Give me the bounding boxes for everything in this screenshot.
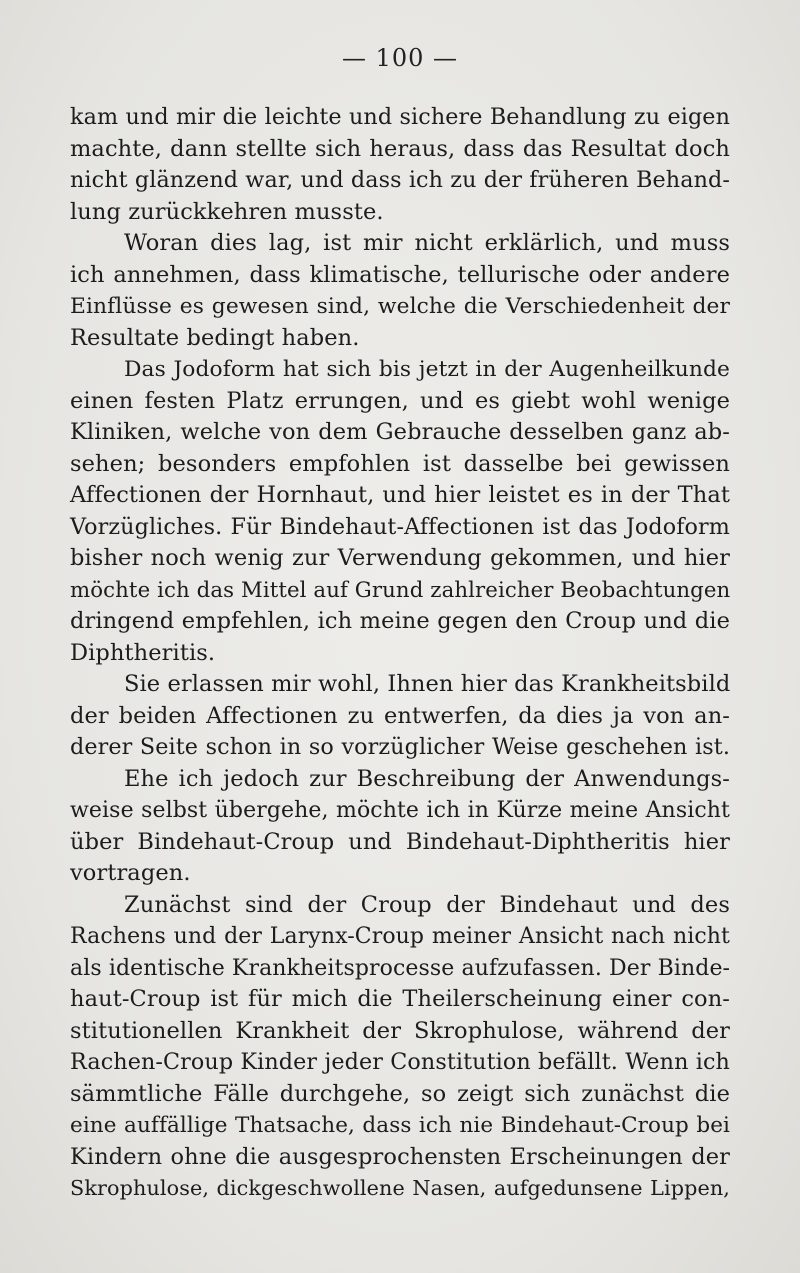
text-line: vortragen. bbox=[70, 860, 191, 886]
text-line: Skrophulose, dickgeschwollene Nasen, aufgedunsene Lippen, bbox=[70, 1176, 730, 1200]
text-line: stitutionellen Krankheit der Skrophulose, während der bbox=[70, 1017, 730, 1044]
text-line: Ehe ich jedoch zur Beschreibung der Anwendungs- bbox=[124, 765, 730, 792]
text-line: nicht glänzend war, und dass ich zu der früheren Behand- bbox=[70, 167, 730, 193]
text-line: Diphtheritis. bbox=[70, 639, 216, 666]
page-number: — 100 — bbox=[341, 44, 459, 72]
text-line: kam und mir die leichte und sichere Behandlung zu eigen bbox=[70, 104, 730, 130]
text-line: über Bindehaut-Croup und Bindehaut-Diphtheritis hier bbox=[70, 828, 730, 855]
text-line: Kindern ohne die ausgesprochensten Erscheinungen der bbox=[70, 1143, 730, 1170]
text-line: Woran dies lag, ist mir nicht erklärlich, und muss bbox=[124, 230, 730, 256]
text-line: als identische Krankheitsprocesse aufzufassen. Der Binde- bbox=[70, 955, 731, 981]
text-line: einen festen Platz errungen, und es giebt wohl wenige bbox=[70, 387, 730, 414]
body-text bbox=[70, 102, 730, 1205]
text-line: ich annehmen, dass klimatische, tellurische oder andere bbox=[70, 261, 730, 288]
text-line: Zunächst sind der Croup der Bindehaut und des bbox=[124, 891, 730, 918]
text-line: Kliniken, welche von dem Gebrauche desselben ganz ab- bbox=[70, 419, 730, 445]
text-line: Affectionen der Hornhaut, und hier leistet es in der That bbox=[70, 482, 730, 508]
text-line: möchte ich das Mittel auf Grund zahlreicher Beobachtungen bbox=[70, 577, 731, 603]
text-line: sämmtliche Fälle durchgehe, so zeigt sich zunächst die bbox=[70, 1080, 730, 1107]
text-line: lung zurückkehren musste. bbox=[70, 198, 384, 225]
text-line: Vorzügliches. Für Bindehaut-Affectionen ist das Jodoform bbox=[70, 513, 730, 540]
text-line: Sie erlassen mir wohl, Ihnen hier das Krankheitsbild bbox=[124, 671, 731, 697]
text-line: derer Seite schon in so vorzüglicher Weise geschehen ist. bbox=[70, 734, 730, 760]
text-line: eine auffällige Thatsache, dass ich nie Bindehaut-Croup bei bbox=[70, 1113, 730, 1138]
text-line: Einflüsse es gewesen sind, welche die Verschiedenheit der bbox=[70, 294, 730, 319]
text-line: haut-Croup ist für mich die Theilerscheinung einer con- bbox=[70, 986, 730, 1012]
text-line: Rachens und der Larynx-Croup meiner Ansicht nach nicht bbox=[70, 924, 730, 949]
text-line: bisher noch wenig zur Verwendung gekommen, und hier bbox=[70, 545, 730, 571]
text-line: Resultate bedingt haben. bbox=[70, 324, 360, 351]
text-line: machte, dann stellte sich heraus, dass das Resultat doch bbox=[70, 135, 730, 162]
text-line: Das Jodoform hat sich bis jetzt in der Augenheilkunde bbox=[124, 357, 730, 382]
text-line: weise selbst übergehe, möchte ich in Kürze meine Ansicht bbox=[70, 798, 730, 823]
text-line: der beiden Affectionen zu entwerfen, da dies ja von an- bbox=[70, 702, 730, 729]
text-line: Rachen-Croup Kinder jeder Constitution befällt. Wenn ich bbox=[70, 1049, 730, 1075]
text-line: sehen; besonders empfohlen ist dasselbe bei gewissen bbox=[70, 450, 730, 477]
text-line: dringend empfehlen, ich meine gegen den Croup und die bbox=[70, 608, 730, 634]
